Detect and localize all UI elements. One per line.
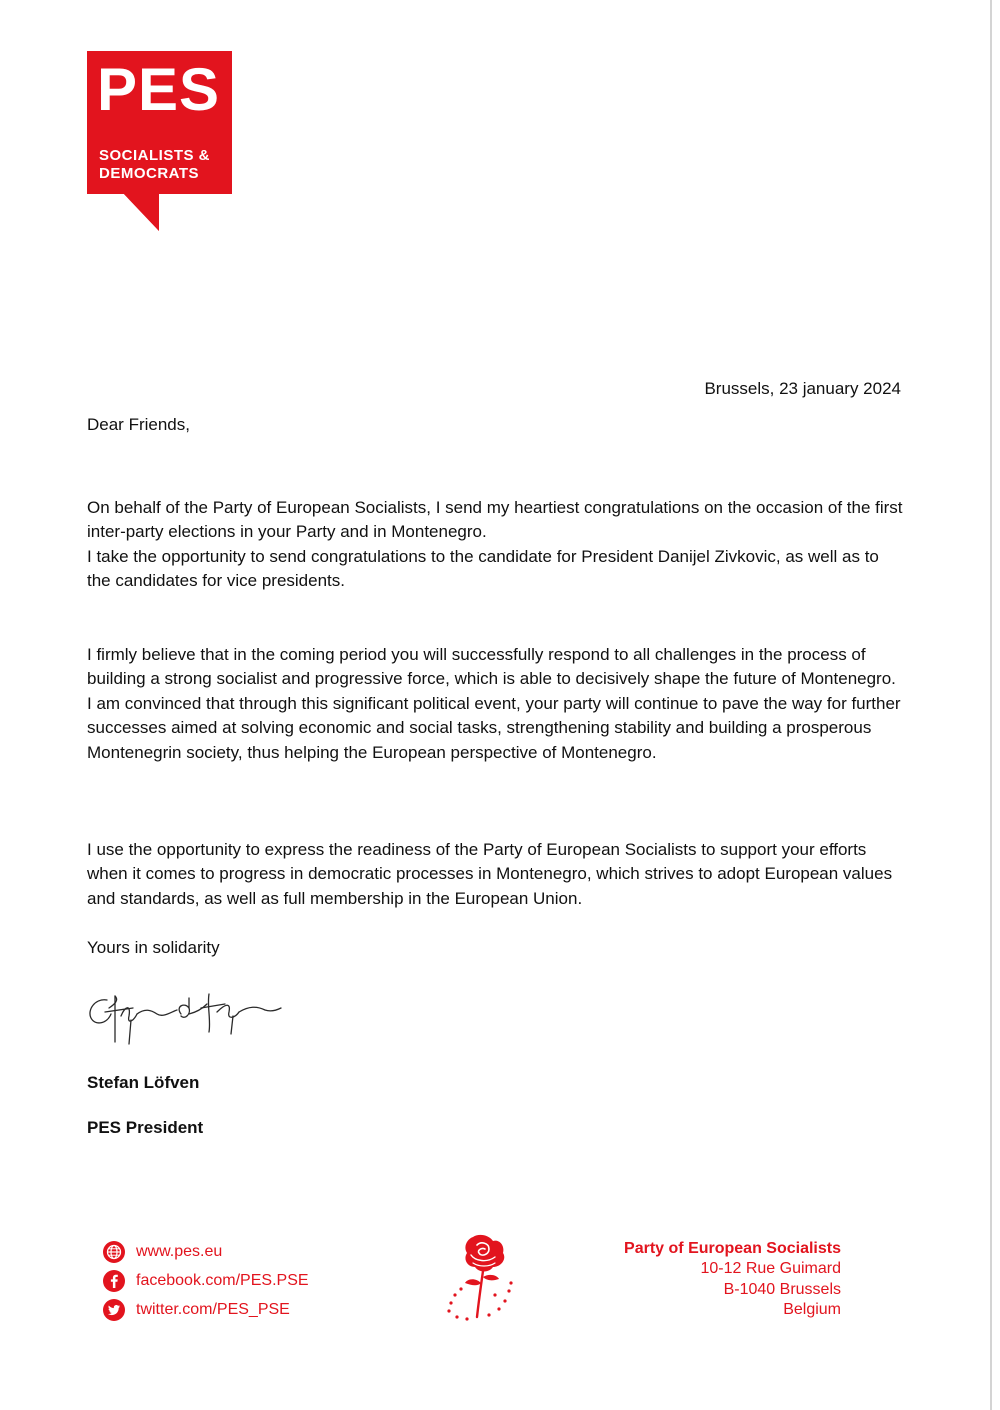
footer-links	[103, 1237, 383, 1324]
footer-link-website[interactable]	[103, 1237, 383, 1266]
paragraph-3	[87, 838, 907, 911]
paragraph-2-sentence-2: I am convinced that through this significant political event, your party will continue to pave the way for further successes aimed at solving economic and social tasks, strengthening stability and building a prosperous Montenegrin society, thus helping the European perspective of Montenegro.	[87, 693, 901, 762]
footer-link-twitter[interactable]	[103, 1295, 383, 1324]
footer-link-facebook[interactable]	[103, 1266, 383, 1295]
logo-subtitle-line1: SOCIALISTS &	[99, 147, 211, 164]
letter-greeting: Dear Friends,	[87, 415, 190, 434]
paragraph-1	[87, 496, 907, 594]
paragraph-1-sentence-1: On behalf of the Party of European Socialists, I send my heartiest congratulations on the occasion of the first inter-party elections in your Party and in Montenegro.	[87, 498, 903, 542]
globe-icon	[103, 1241, 125, 1263]
letter-closing: Yours in solidarity	[87, 938, 220, 957]
footer-link-website-label: www.pes.eu	[136, 1242, 223, 1260]
rose-icon	[443, 1233, 517, 1321]
logo-subtitle	[99, 147, 210, 183]
footer-link-facebook-label: facebook.com/PES.PSE	[136, 1271, 309, 1289]
address-country: Belgium	[783, 1300, 841, 1318]
footer-address	[624, 1239, 841, 1320]
twitter-icon	[103, 1299, 125, 1321]
logo-subtitle-line2: DEMOCRATS	[99, 165, 200, 182]
address-street: 10-12 Rue Guimard	[700, 1260, 841, 1278]
handwritten-signature	[85, 986, 285, 1046]
address-org: Party of European Socialists	[624, 1240, 841, 1257]
address-city: B-1040 Brussels	[723, 1280, 841, 1298]
paragraph-2	[87, 643, 907, 765]
facebook-icon	[103, 1270, 125, 1292]
paragraph-3-sentence-1: I use the opportunity to express the readiness of the Party of European Socialists to support your efforts when it comes to progress in democratic processes in Montenegro, which strives to adopt European values and standards, as well as full membership in the European Union.	[87, 840, 893, 908]
signer-name: Stefan Löfven	[87, 1073, 200, 1092]
paragraph-1-sentence-2: I take the opportunity to send congratulations to the candidate for President Danijel Zivkovic, as well as to the candidates for vice presidents.	[87, 546, 879, 591]
pes-logo	[87, 51, 232, 231]
page-edge	[990, 0, 992, 1410]
signer-title: PES President	[87, 1118, 204, 1137]
logo-title: PES	[97, 56, 221, 123]
footer-link-twitter-label: twitter.com/PES_PSE	[136, 1300, 290, 1318]
paragraph-2-sentence-1: I firmly believe that in the coming period you will successfully respond to all challenges in the process of building a strong socialist and progressive force, which is able to decisively shape the future of Montenegro.	[87, 645, 896, 689]
logo-tail	[123, 193, 161, 233]
letter-date: Brussels, 23 january 2024	[704, 379, 901, 398]
